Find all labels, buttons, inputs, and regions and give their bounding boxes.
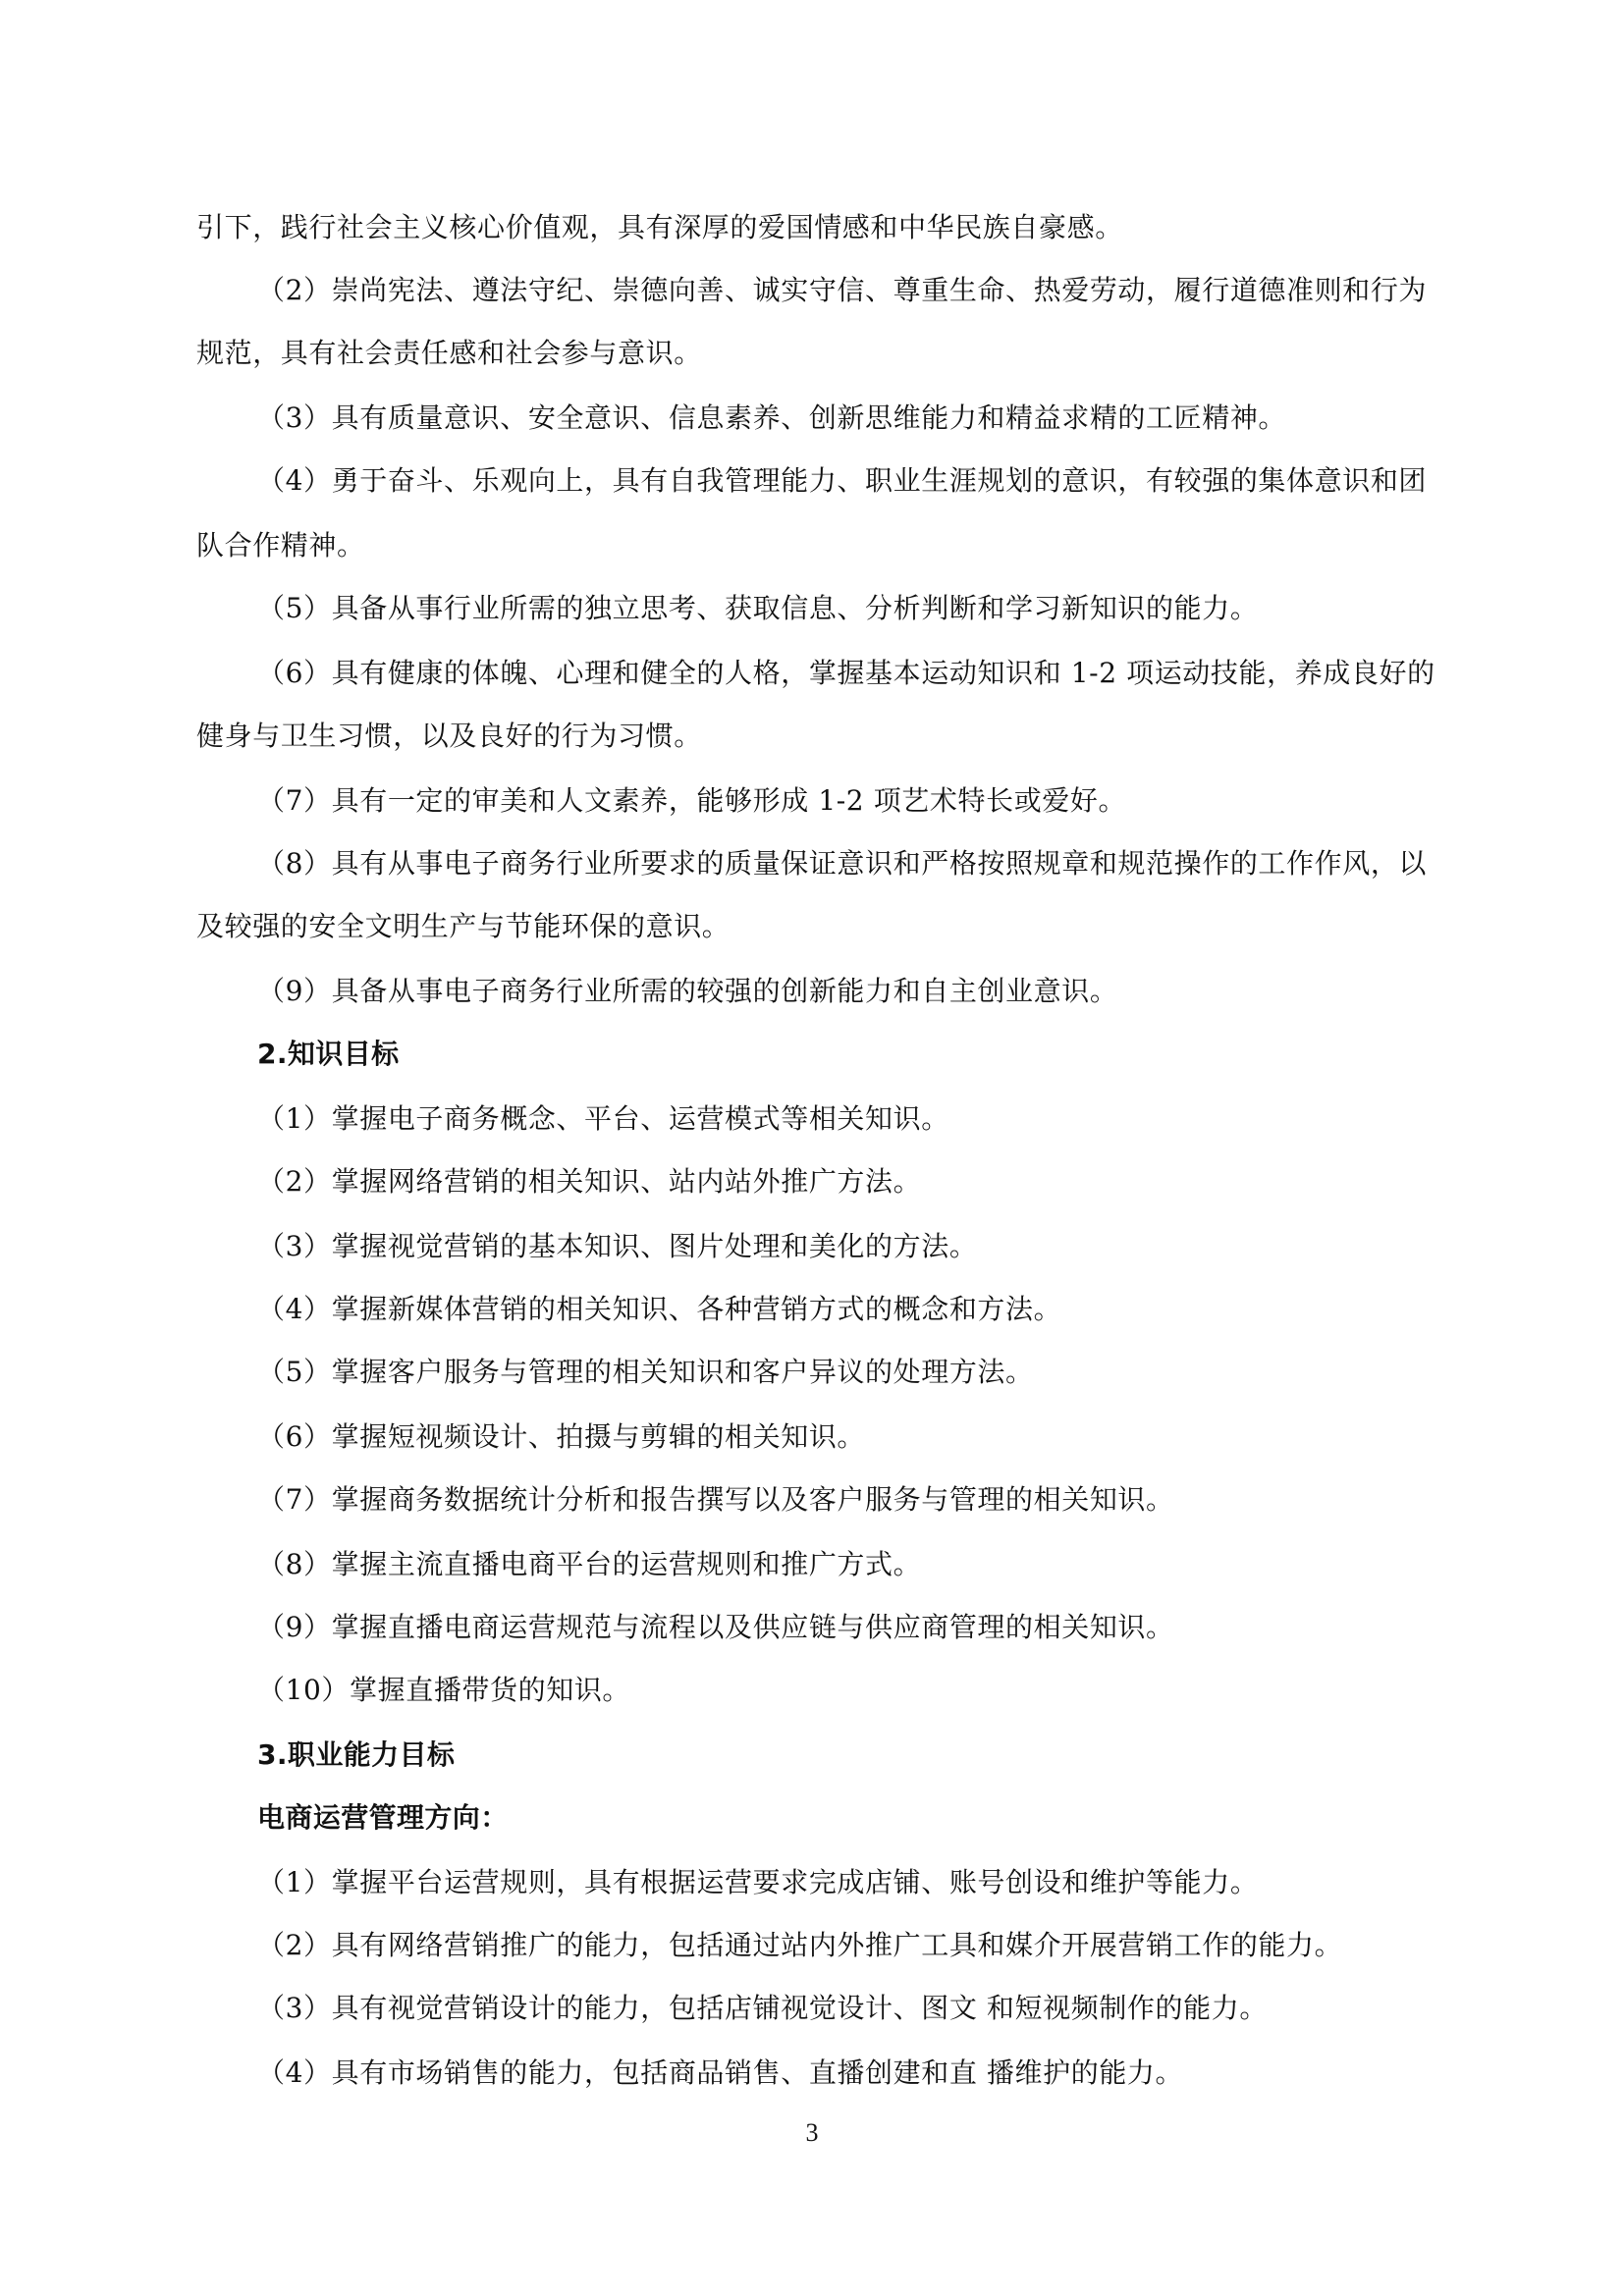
ability-item: （3）具有视觉营销设计的能力，包括店铺视觉设计、图文 和短视频制作的能力。 — [257, 1992, 1268, 2024]
quality-item-4-line-2: 队合作精神。 — [196, 529, 365, 561]
quality-item-8-line-1: （8）具有从事电子商务行业所要求的质量保证意识和严格按照规章和规范操作的工作作风，以 — [257, 847, 1428, 880]
knowledge-item: （8）掌握主流直播电商平台的运营规则和推广方式。 — [257, 1548, 922, 1580]
quality-item-6-line-1: （6）具有健康的体魄、心理和健全的人格，掌握基本运动知识和 1-2 项运动技能，养成良好的 — [257, 657, 1435, 689]
quality-item-7: （7）具有一定的审美和人文素养，能够形成 1-2 项艺术特长或爱好。 — [257, 784, 1127, 817]
knowledge-item: （1）掌握电子商务概念、平台、运营模式等相关知识。 — [257, 1102, 949, 1135]
quality-item-8-line-2: 及较强的安全文明生产与节能环保的意识。 — [196, 910, 731, 942]
quality-item-9: （9）具备从事电子商务行业所需的较强的创新能力和自主创业意识。 — [257, 975, 1118, 1007]
knowledge-item: （3）掌握视觉营销的基本知识、图片处理和美化的方法。 — [257, 1230, 978, 1262]
ability-item: （4）具有市场销售的能力，包括商品销售、直播创建和直 播维护的能力。 — [257, 2056, 1184, 2089]
quality-item-5: （5）具备从事行业所需的独立思考、获取信息、分析判断和学习新知识的能力。 — [257, 592, 1259, 624]
knowledge-item: （5）掌握客户服务与管理的相关知识和客户异议的处理方法。 — [257, 1356, 1034, 1388]
page-number: 3 — [805, 2118, 819, 2147]
quality-item-2-line-1: （2）崇尚宪法、遵法守纪、崇德向善、诚实守信、尊重生命、热爱劳动，履行道德准则和行为 — [257, 274, 1428, 306]
knowledge-item: （2）掌握网络营销的相关知识、站内站外推广方法。 — [257, 1165, 922, 1198]
ability-direction-subheading: 电商运营管理方向： — [257, 1801, 509, 1834]
ability-item: （2）具有网络营销推广的能力，包括通过站内外推广工具和媒介开展营销工作的能力。 — [257, 1929, 1343, 1961]
knowledge-item: （7）掌握商务数据统计分析和报告撰写以及客户服务与管理的相关知识。 — [257, 1483, 1174, 1516]
quality-item-3: （3）具有质量意识、安全意识、信息素养、创新思维能力和精益求精的工匠精神。 — [257, 401, 1287, 434]
knowledge-item: （10）掌握直播带货的知识。 — [257, 1674, 631, 1706]
quality-item-2-line-2: 规范，具有社会责任感和社会参与意识。 — [196, 337, 702, 369]
quality-intro-tail: 引下，践行社会主义核心价值观，具有深厚的爱国情感和中华民族自豪感。 — [196, 211, 1123, 243]
ability-goals-heading: 3.职业能力目标 — [257, 1738, 456, 1771]
knowledge-goals-heading: 2.知识目标 — [257, 1038, 400, 1070]
knowledge-item: （6）掌握短视频设计、拍摄与剪辑的相关知识。 — [257, 1420, 866, 1453]
knowledge-item: （9）掌握直播电商运营规范与流程以及供应链与供应商管理的相关知识。 — [257, 1611, 1174, 1643]
quality-item-4-line-1: （4）勇于奋斗、乐观向上，具有自我管理能力、职业生涯规划的意识，有较强的集体意识和团 — [257, 464, 1428, 497]
quality-item-6-line-2: 健身与卫生习惯，以及良好的行为习惯。 — [196, 720, 702, 752]
ability-item: （1）掌握平台运营规则，具有根据运营要求完成店铺、账号创设和维护等能力。 — [257, 1866, 1259, 1898]
knowledge-item: （4）掌握新媒体营销的相关知识、各种营销方式的概念和方法。 — [257, 1293, 1062, 1325]
